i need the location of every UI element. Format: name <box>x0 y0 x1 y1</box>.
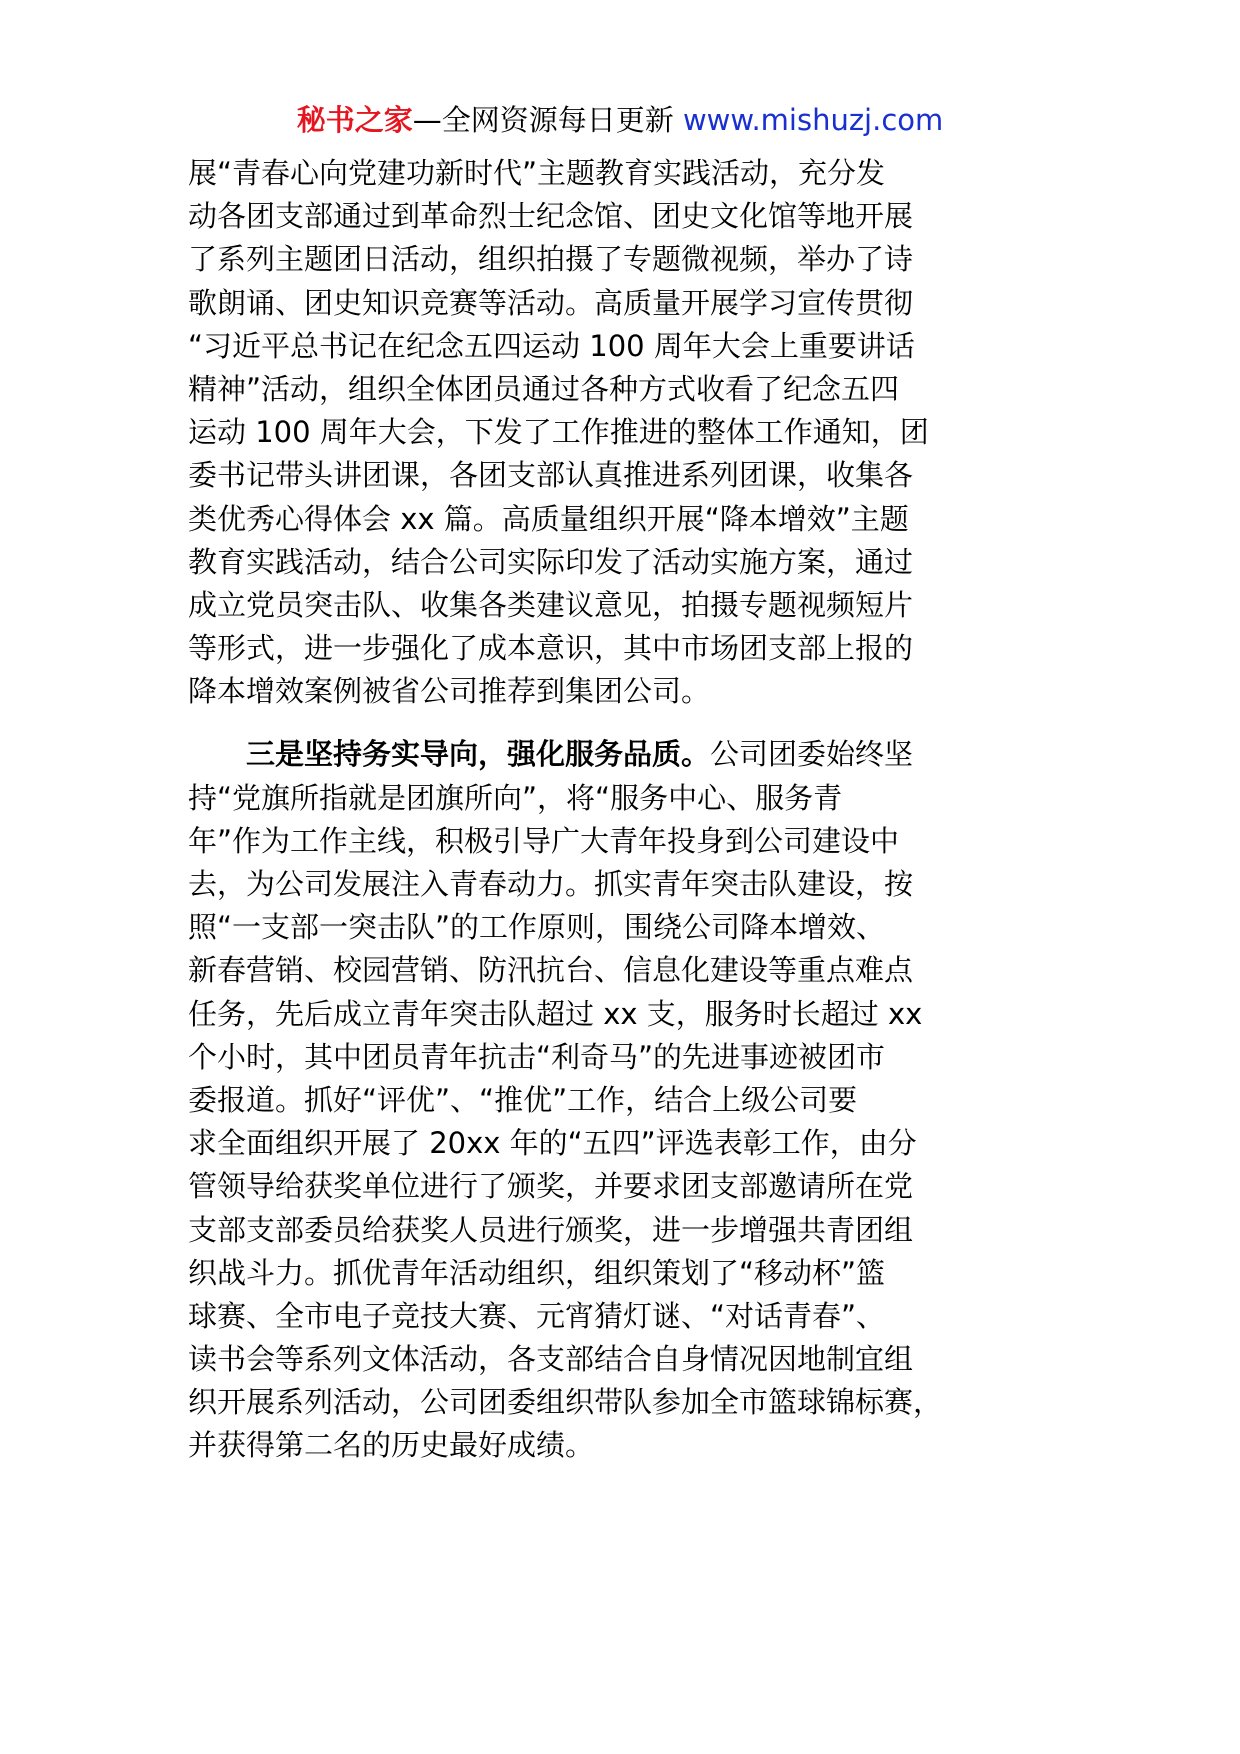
text-line: 求全面组织开展了 20xx 年的“五四”评选表彰工作，由分 <box>188 1126 917 1161</box>
text-line: “习近平总书记在纪念五四运动 100 周年大会上重要讲话 <box>188 328 915 363</box>
text-line: 年”作为工作主线，积极引导广大青年投身到公司建设中 <box>188 823 900 858</box>
header-tagline: —全网资源每日更新 <box>412 103 674 137</box>
header-url[interactable]: www.mishuzj.com <box>682 103 944 137</box>
text-line: 降本增效案例被省公司推荐到集团公司。 <box>188 674 711 709</box>
text-line: 任务，先后成立青年突击队超过 xx 支，服务时长超过 xx <box>188 996 923 1031</box>
text-line: 持“党旗所指就是团旗所向”，将“服务中心、服务青 <box>188 780 843 815</box>
text-line: 动各团支部通过到革命烈士纪念馆、团史文化馆等地开展 <box>188 199 914 234</box>
page-header <box>0 100 1240 140</box>
paragraph-first-line <box>188 733 1068 776</box>
text-line: 成立党员突击队、收集各类建议意见，拍摄专题视频短片 <box>188 587 914 622</box>
document-body <box>188 152 1068 1468</box>
text-line: 等形式，进一步强化了成本意识，其中市场团支部上报的 <box>188 631 914 666</box>
text-line: 支部支部委员给获奖人员进行颁奖，进一步增强共青团组 <box>188 1212 914 1247</box>
text-line: 读书会等系列文体活动，各支部结合自身情况因地制宜组 <box>188 1342 914 1377</box>
text-line: 展“青春心向党建功新时代”主题教育实践活动，充分发 <box>188 156 886 190</box>
text-line: 教育实践活动，结合公司实际印发了活动实施方案，通过 <box>188 544 914 579</box>
text-line: 织战斗力。抓优青年活动组织，组织策划了“移动杯”篮 <box>188 1255 886 1290</box>
text-line: 去，为公司发展注入青春动力。抓实青年突击队建设，按 <box>188 867 914 901</box>
text-line: 委书记带头讲团课，各团支部认真推进系列团课，收集各 <box>188 458 914 493</box>
text-line: 织开展系列活动，公司团委组织带队参加全市篮球锦标赛， <box>188 1385 943 1420</box>
paragraph-2 <box>188 733 1068 1467</box>
section-heading: 三是坚持务实导向，强化服务品质。 <box>246 737 711 772</box>
text-line: 了系列主题团日活动，组织拍摄了专题微视频，举办了诗 <box>188 242 914 277</box>
header-brand: 秘书之家 <box>296 103 413 137</box>
paragraph-1 <box>188 152 1068 713</box>
text-line: 委报道。抓好“评优”、“推优”工作，结合上级公司要 <box>188 1082 858 1117</box>
text-line: 照“一支部一突击队”的工作原则，围绕公司降本增效、 <box>188 910 886 945</box>
text-line: 并获得第二名的历史最好成绩。 <box>188 1428 595 1463</box>
text-line: 歌朗诵、团史知识竞赛等活动。高质量开展学习宣传贯彻 <box>188 285 914 320</box>
text-line: 精神”活动，组织全体团员通过各种方式收看了纪念五四 <box>188 371 900 406</box>
paragraph-spacer <box>188 713 1068 733</box>
text-line: 个小时，其中团员青年抗击“利奇马”的先进事迹被团市 <box>188 1039 886 1074</box>
text-line: 类优秀心得体会 xx 篇。高质量组织开展“降本增效”主题 <box>188 501 909 536</box>
text-line: 新春营销、校园营销、防汛抗台、信息化建设等重点难点 <box>188 953 914 988</box>
text-line: 运动 100 周年大会，下发了工作推进的整体工作通知，团 <box>188 415 929 450</box>
text-line: 管领导给获奖单位进行了颁奖，并要求团支部邀请所在党 <box>188 1169 914 1204</box>
heading-continuation: 公司团委始终坚 <box>710 737 914 772</box>
text-line: 球赛、全市电子竞技大赛、元宵猜灯谜、“对话青春”、 <box>188 1298 886 1333</box>
